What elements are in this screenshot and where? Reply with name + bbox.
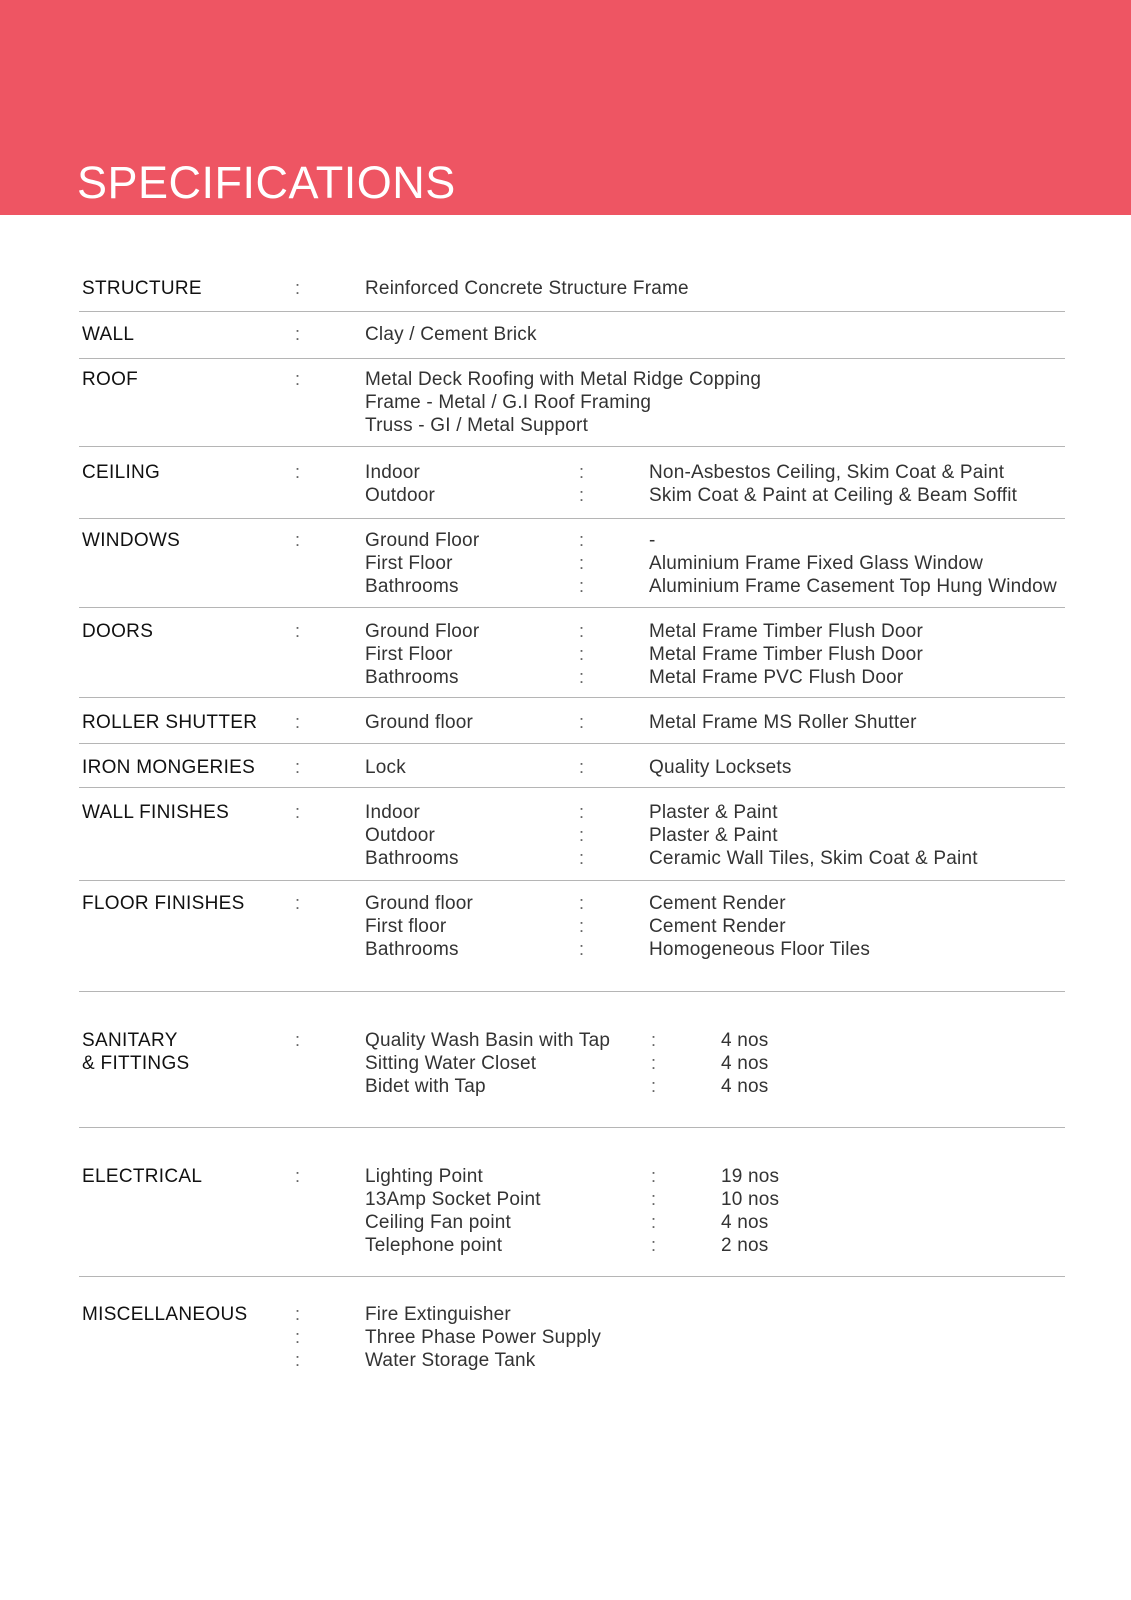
spec-item: Frame - Metal / G.I Roof Framing [365,392,652,413]
spec-detail: Plaster & Paint [649,802,778,823]
spec-detail: Cement Render [649,893,786,914]
spec-item: Bathrooms [365,848,459,869]
spec-item: Metal Deck Roofing with Metal Ridge Copping [365,369,762,390]
row-divider [79,311,1065,312]
spec-item: Ground Floor [365,530,480,551]
detail-colon: : [579,712,585,732]
spec-detail: Aluminium Frame Casement Top Hung Window [649,576,1057,597]
category-colon: : [295,1030,301,1050]
qty-colon: : [651,1076,657,1096]
spec-category: FLOOR FINISHES [82,893,245,914]
detail-colon: : [579,553,585,573]
spec-item: Water Storage Tank [365,1350,536,1371]
spec-item: First Floor [365,553,453,574]
qty-colon: : [651,1235,657,1255]
category-colon: : [295,462,301,482]
spec-item: Indoor [365,802,421,823]
spec-detail: Cement Render [649,916,786,937]
detail-colon: : [579,825,585,845]
spec-quantity: 19 nos [721,1166,780,1187]
spec-item: Bathrooms [365,939,459,960]
spec-category: MISCELLANEOUS [82,1304,248,1325]
row-divider [79,1127,1065,1128]
spec-item: Bathrooms [365,576,459,597]
spec-quantity: 4 nos [721,1076,769,1097]
spec-quantity: 4 nos [721,1212,769,1233]
detail-colon: : [579,916,585,936]
spec-item: Truss - GI / Metal Support [365,415,589,436]
detail-colon: : [579,530,585,550]
qty-colon: : [651,1212,657,1232]
category-colon: : [295,712,301,732]
category-colon: : [295,324,301,344]
category-colon: : [295,369,301,389]
category-colon: : [295,278,301,298]
detail-colon: : [579,757,585,777]
spec-quantity: 10 nos [721,1189,780,1210]
row-divider [79,697,1065,698]
spec-item: Outdoor [365,825,436,846]
category-colon: : [295,530,301,550]
row-divider [79,880,1065,881]
spec-item: Outdoor [365,485,436,506]
spec-category: IRON MONGERIES [82,757,256,778]
spec-category: SANITARY [82,1030,178,1051]
row-divider [79,991,1065,992]
detail-colon: : [579,485,585,505]
row-divider [79,446,1065,447]
detail-colon: : [579,848,585,868]
qty-colon: : [651,1189,657,1209]
spec-item: Three Phase Power Supply [365,1327,602,1348]
category-colon: : [295,893,301,913]
spec-detail: Aluminium Frame Fixed Glass Window [649,553,984,574]
row-divider [79,518,1065,519]
spec-category: WALL [82,324,135,345]
detail-colon: : [579,621,585,641]
detail-colon: : [579,802,585,822]
category-colon: : [295,621,301,641]
spec-item: Ground floor [365,893,474,914]
spec-item: Lock [365,757,406,778]
spec-category: CEILING [82,462,161,483]
spec-detail: Metal Frame MS Roller Shutter [649,712,917,733]
category-colon: : [295,1166,301,1186]
detail-colon: : [579,576,585,596]
spec-item: Indoor [365,462,421,483]
row-divider [79,358,1065,359]
spec-detail: Skim Coat & Paint at Ceiling & Beam Soffit [649,485,1018,506]
spec-category: ELECTRICAL [82,1166,203,1187]
spec-item: Bathrooms [365,667,459,688]
spec-category: WALL FINISHES [82,802,230,823]
detail-colon: : [579,667,585,687]
spec-item: First floor [365,916,447,937]
spec-detail: Plaster & Paint [649,825,778,846]
spec-category: ROLLER SHUTTER [82,712,258,733]
spec-item: Bidet with Tap [365,1076,486,1097]
spec-item: Sitting Water Closet [365,1053,537,1074]
spec-category: DOORS [82,621,154,642]
row-divider [79,607,1065,608]
spec-detail: Ceramic Wall Tiles, Skim Coat & Paint [649,848,978,869]
spec-item: Ground Floor [365,621,480,642]
spec-item: Quality Wash Basin with Tap [365,1030,611,1051]
spec-item: Ceiling Fan point [365,1212,511,1233]
category-colon: : [295,1327,301,1347]
spec-detail: Metal Frame Timber Flush Door [649,621,923,642]
spec-item: Lighting Point [365,1166,483,1187]
page-title: SPECIFICATIONS [77,157,456,208]
category-colon: : [295,802,301,822]
spec-item: Fire Extinguisher [365,1304,511,1325]
category-colon: : [295,1304,301,1324]
category-colon: : [295,1350,301,1370]
spec-quantity: 4 nos [721,1030,769,1051]
qty-colon: : [651,1053,657,1073]
spec-item: Clay / Cement Brick [365,324,537,345]
spec-item: Reinforced Concrete Structure Frame [365,278,689,299]
detail-colon: : [579,462,585,482]
row-divider [79,1276,1065,1277]
spec-quantity: 4 nos [721,1053,769,1074]
spec-detail: Quality Locksets [649,757,792,778]
spec-detail: Non-Asbestos Ceiling, Skim Coat & Paint [649,462,1005,483]
spec-item: Ground floor [365,712,474,733]
spec-quantity: 2 nos [721,1235,769,1256]
category-colon: : [295,757,301,777]
spec-category: STRUCTURE [82,278,202,299]
spec-detail: Metal Frame PVC Flush Door [649,667,904,688]
spec-detail: - [649,530,656,551]
detail-colon: : [579,939,585,959]
spec-category-line2: & FITTINGS [82,1053,190,1074]
spec-item: First Floor [365,644,453,665]
spec-item: 13Amp Socket Point [365,1189,541,1210]
row-divider [79,787,1065,788]
detail-colon: : [579,644,585,664]
row-divider [79,743,1065,744]
qty-colon: : [651,1166,657,1186]
spec-item: Telephone point [365,1235,503,1256]
spec-category: ROOF [82,369,139,390]
spec-detail: Homogeneous Floor Tiles [649,939,871,960]
detail-colon: : [579,893,585,913]
spec-detail: Metal Frame Timber Flush Door [649,644,923,665]
qty-colon: : [651,1030,657,1050]
spec-category: WINDOWS [82,530,181,551]
